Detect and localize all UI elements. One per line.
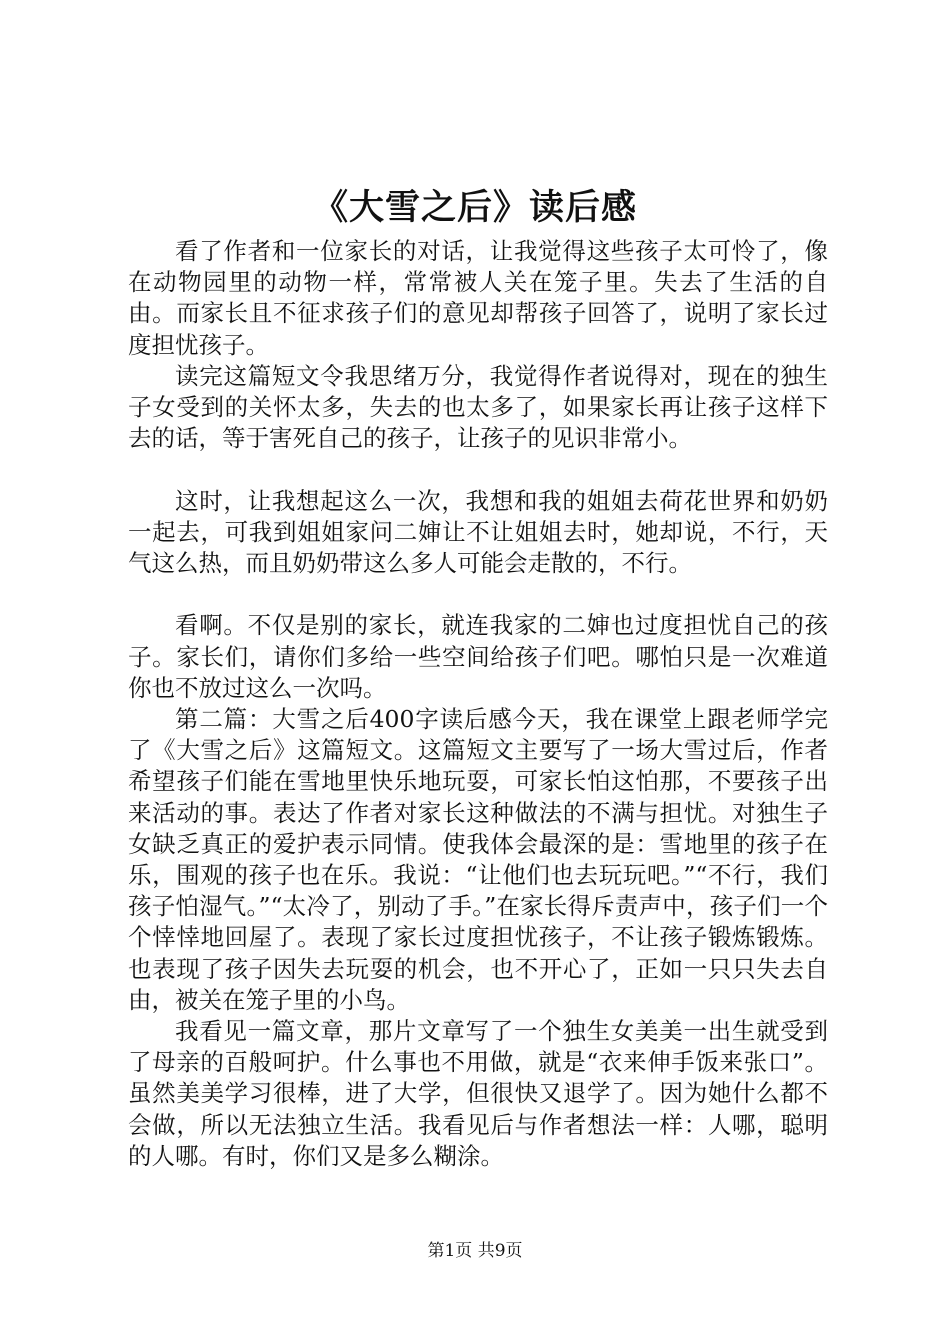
paragraph-6: 我看见一篇文章，那片文章写了一个独生女美美一出生就受到了母亲的百般呵护。什么事也不用做，就是“衣来伸手饭来张口”。虽然美美学习很棒，进了大学，但很快又退学了。因为她什么都不会做，所以无法独立生活。我看见后与作者想法一样：人哪，聪明的人哪。有时，你们又是多么糊涂。 (128, 1017, 828, 1170)
page-number-footer: 第1页 共9页 (427, 1241, 523, 1261)
paragraph-1: 看了作者和一位家长的对话，让我觉得这些孩子太可怜了，像在动物园里的动物一样，常常被人关在笼子里。失去了生活的自由。而家长且不征求孩子们的意见却帮孩子回答了，说明了家长过度担忧孩子。 (128, 237, 828, 359)
paragraph-4: 看啊。不仅是别的家长，就连我家的二婶也过度担忧自己的孩子。家长们，请你们多给一些空间给孩子们吧。哪怕只是一次难道你也不放过这么一次吗。 (128, 611, 828, 702)
document-body (128, 236, 828, 1172)
paragraph-5: 第二篇：大雪之后400字读后感今天，我在课堂上跟老师学完了《大雪之后》这篇短文。这篇短文主要写了一场大雪过后，作者希望孩子们能在雪地里快乐地玩耍，可家长怕这怕那，不要孩子出来活动的事。表达了作者对家长这种做法的不满与担忧。对独生子女缺乏真正的爱护表示同情。使我体会最深的是：雪地里的孩子在乐，围观的孩子也在乐。我说：“让他们也去玩玩吧。”“不行，我们孩子怕湿气。”“太冷了，别动了手。”在家长得斥责声中，孩子们一个个悻悻地回屋了。表现了家长过度担忧孩子，不让孩子锻炼锻炼。也表现了孩子因失去玩耍的机会，也不开心了，正如一只只失去自由，被关在笼子里的小鸟。 (128, 705, 828, 1014)
paragraph-2: 读完这篇短文令我思绪万分，我觉得作者说得对，现在的独生子女受到的关怀太多，失去的也太多了，如果家长再让孩子这样下去的话，等于害死自己的孩子，让孩子的见识非常小。 (128, 361, 828, 453)
paragraph-3: 这时，让我想起这么一次，我想和我的姐姐去荷花世界和奶奶一起去，可我到姐姐家问二婶让不让姐姐去时，她却说，不行，天气这么热，而且奶奶带这么多人可能会走散的，不行。 (128, 486, 828, 578)
document-title: 《大雪之后》读后感 (312, 187, 637, 228)
